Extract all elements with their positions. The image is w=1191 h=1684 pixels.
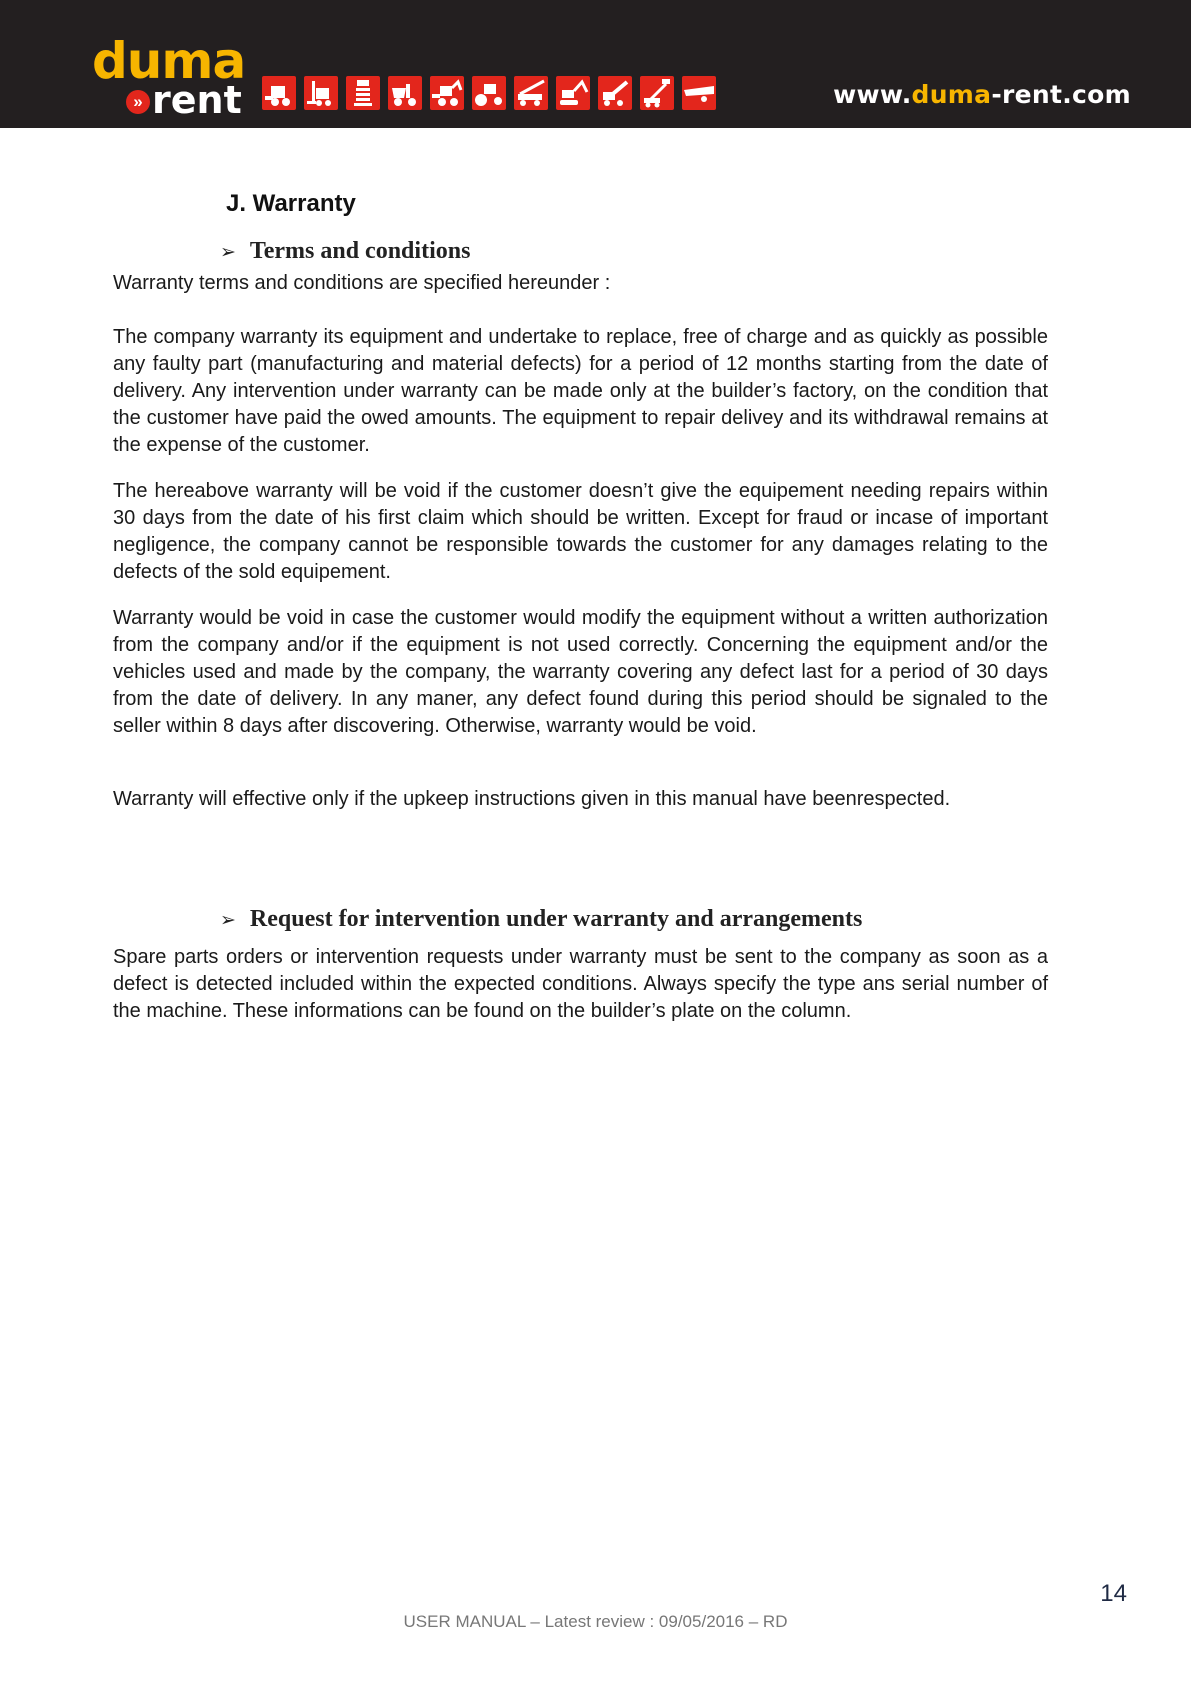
logo-rent-text: rent [152,78,242,122]
compactor-icon [346,76,380,110]
page-header [0,0,1191,128]
section-title: J. Warranty [226,190,356,217]
terms-heading-text: Terms and conditions [249,238,471,264]
website-brand: duma [911,80,992,109]
request-paragraph: Spare parts orders or intervention requests under warranty must be sent to the company as soon as a defect is detected included within the expected conditions. Always specify the type ans serial number of the machine. These informations can be found on the builder’s plate on the column. [113,946,1048,1022]
website-url[interactable] [833,80,1131,109]
terms-heading [220,238,470,265]
footer: USER MANUAL – Latest review : 09/05/2016 – RD [403,1612,788,1631]
logo-duma-text: duma [92,32,246,90]
terms-paragraph-2: The hereabove warranty will be void if the customer doesn’t give the equipement needing repairs within 30 days from the date of his first claim which should be written. Except for fraud or incase of important negligence, the company cannot be responsible towards the customer for any damages relating to the defects of the sold equipement. [113,480,1048,583]
telehandler-icon [598,76,632,110]
mini-dumper-icon [388,76,422,110]
terms-paragraph-4: Warranty will effective only if the upkeep instructions given in this manual have beenrespected. [113,788,951,810]
crane-truck-icon [514,76,548,110]
terms-paragraph-1: The company warranty its equipment and undertake to replace, free of charge and as quickly as possible any faulty part (manufacturing and material defects) for a period of 12 months starting from the date of delivery. Any intervention under warranty can be made only at the builder’s factory, on the condition that the customer have paid the owed amounts. The equipment to repair delivey and its withdrawal remains at the expense of the customer. [113,326,1048,456]
trailer-icon [682,76,716,110]
logo-arrow-icon: » [126,90,150,114]
forklift-icon [304,76,338,110]
terms-intro: Warranty terms and conditions are specified hereunder : [113,272,611,294]
excavator-icon [556,76,590,110]
arrow-bullet-icon: ➢ [220,909,236,931]
boom-lift-icon [640,76,674,110]
website-prefix: www. [833,80,912,109]
request-heading [220,906,862,933]
skid-steer-loader-icon [262,76,296,110]
arrow-bullet-icon: ➢ [220,241,236,263]
website-suffix: -rent.com [991,80,1131,109]
page-number: 14 [1100,1580,1127,1607]
request-heading-text: Request for intervention under warranty and arrangements [249,906,863,932]
terms-paragraph-3: Warranty would be void in case the customer would modify the equipment without a written authorization from the company and/or if the equipment is not used correctly. Concerning the equipment and/or the vehicles used and made by the company, the warranty covering any defect last for a period of 30 days from the date of delivery. In any maner, any defect found during this period should be signaled to the seller within 8 days after discovering. Otherwise, warranty would be void. [113,607,1048,737]
roller-icon [472,76,506,110]
backhoe-loader-icon [430,76,464,110]
